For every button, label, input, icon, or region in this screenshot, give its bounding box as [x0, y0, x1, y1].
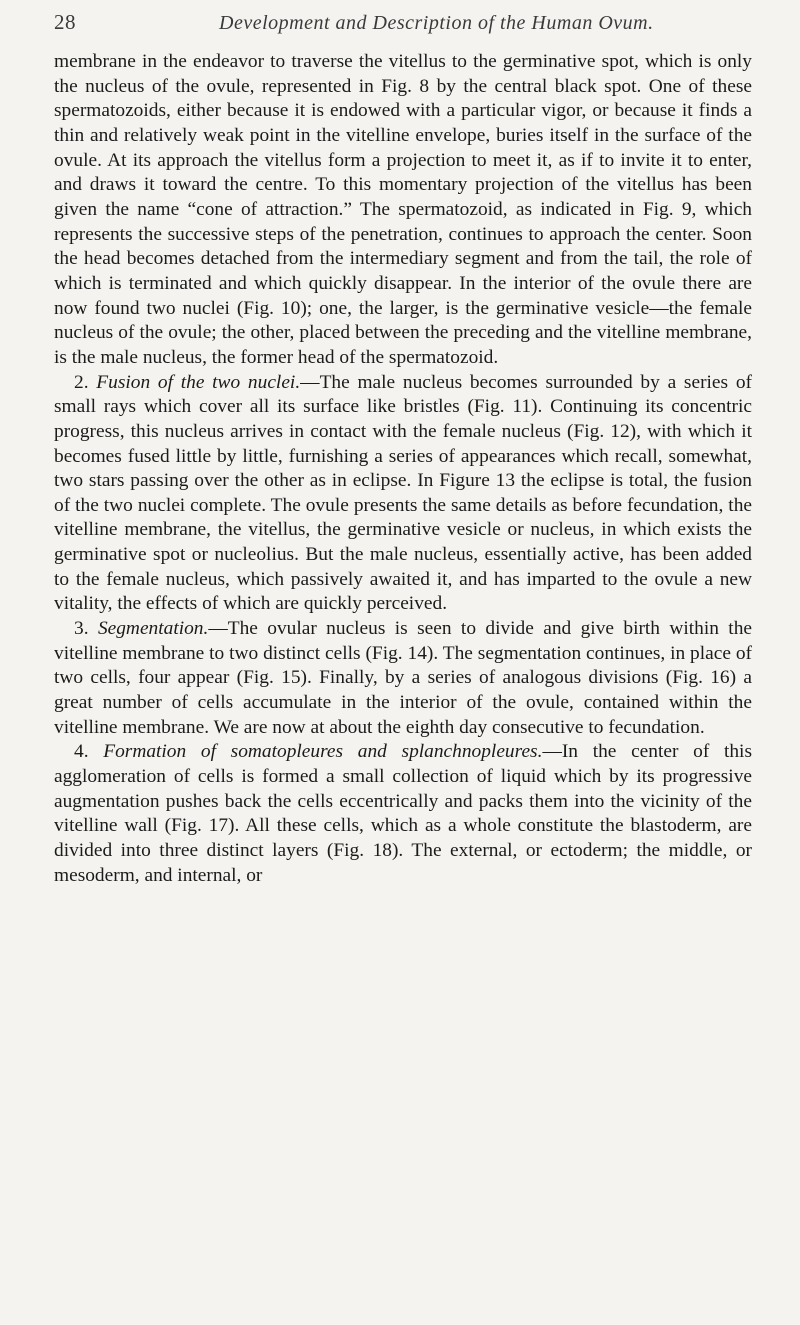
- paragraph-text: —The male nucleus becomes surrounded by a series of small rays which cover all its surface like bristles (Fig. 11). Continuing its concentric progress, this nucleus arrives in contact with the female nucleus (Fig. 12), with which it becomes fused little by little, furnishing a series of appearances which recall, somewhat, two stars passing over the other as in eclipse. In Figure 13 the eclipse is total, the fusion of the two nuclei complete. The ovule presents the same details as before fecundation, the vitelline membrane, the vitellus, the germinative vesicle or nucleus, in which exists the germinative spot or nucleolius. But the male nucleus, essentially active, has been added to the female nucleus, which passively awaited it, and has imparted to the ovule a new vitality, the effects of which are quickly perceived.: [54, 371, 752, 615]
- body-text: [54, 50, 752, 888]
- section-number: 4.: [74, 741, 89, 763]
- running-header: [54, 10, 752, 50]
- paragraph-fusion: [54, 371, 752, 618]
- paragraph-segmentation: [54, 617, 752, 740]
- paragraph-formation: [54, 740, 752, 888]
- page-number: 28: [54, 10, 76, 34]
- section-heading: Formation of somatopleures and splanchnopleures.: [103, 741, 543, 763]
- paragraph-text: —In the center of this agglomeration of cells is formed a small collection of liquid which by its progressive augmentation pushes back the cells eccentrically and packs them into the vicinity of the vitelline wall (Fig. 17). All these cells, which as a whole constitute the blastoderm, are divided into three distinct layers (Fig. 18). The external, or ectoderm; the middle, or mesoderm, and internal, or: [54, 741, 752, 886]
- paragraph-text: membrane in the endeavor to traverse the vitellus to the germinative spot, which is only the nucleus of the ovule, represented in Fig. 8 by the central black spot. One of these spermatozoids, either because it is endowed with a particular vigor, or because it finds a thin and relatively weak point in the vitelline envelope, buries itself in the surface of the ovule. At its approach the vitellus form a projection to meet it, as if to invite it to enter, and draws it toward the centre. To this momentary projection of the vitellus has been given the name “cone of attraction.” The spermatozoid, as indicated in Fig. 9, which represents the successive steps of the penetration, continues to approach the center. Soon the head becomes detached from the intermediary segment and from the tail, the role of which is terminated and which quickly disappear. In the interior of the ovule there are now found two nuclei (Fig. 10); one, the larger, is the germinative vesicle—the female nucleus of the ovule; the other, placed between the preceding and the vitelline membrane, is the male nucleus, the former head of the spermatozoid.: [54, 51, 752, 368]
- section-heading: Segmentation.: [97, 618, 209, 640]
- paragraph-continuation: [54, 50, 752, 371]
- running-title: Development and Description of the Human Ovum.: [219, 12, 654, 34]
- section-heading: Fusion of the two nuclei.: [96, 371, 301, 393]
- section-number: 2.: [74, 371, 89, 393]
- section-number: 3.: [74, 618, 89, 640]
- paragraph-text: —The ovular nucleus is seen to divide and give birth within the vitelline membrane to two distinct cells (Fig. 14). The segmentation continues, in place of two cells, four appear (Fig. 15). Finally, by a series of analogous divisions (Fig. 16) a great number of cells accumulate in the interior of the ovule, contained within the vitelline membrane. We are now at about the eighth day consecutive to fecundation.: [54, 618, 752, 738]
